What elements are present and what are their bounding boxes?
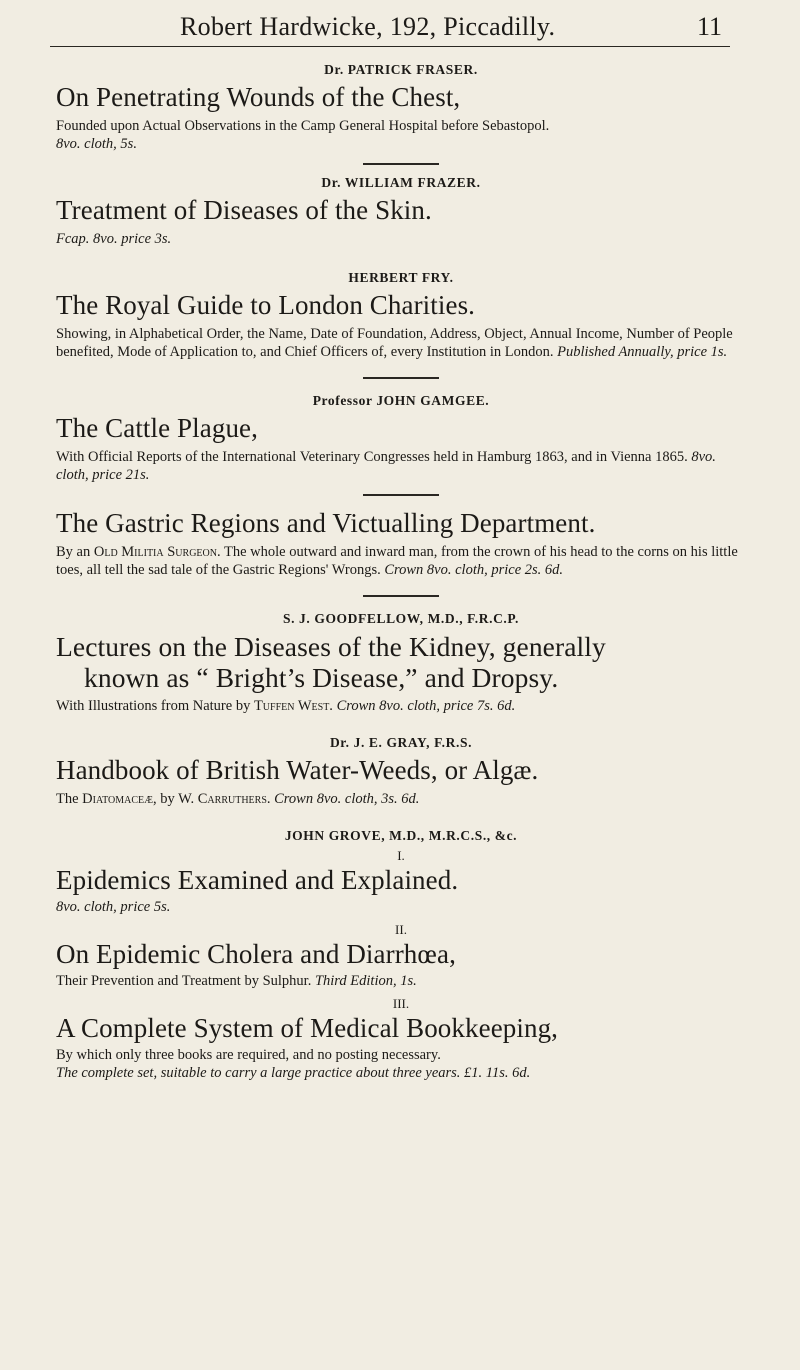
entry-desc-prefix: With Illustrations from Nature by bbox=[56, 698, 251, 714]
catalogue-entry bbox=[56, 828, 746, 1082]
entry-description bbox=[56, 117, 746, 153]
section-rule bbox=[363, 595, 439, 597]
entry-title: The Cattle Plague, bbox=[56, 413, 258, 443]
entry-desc-mid: by W. bbox=[160, 791, 195, 807]
entry-desc-prefix: The bbox=[56, 791, 79, 807]
entry-desc-text: With Official Reports of the International Veterinary Congresses held in Hamburg 1863, and in Vienna 1865. bbox=[56, 449, 688, 465]
item-number: III. bbox=[392, 996, 410, 1011]
entry-desc-prefix: By an bbox=[56, 544, 91, 560]
catalogue-entry bbox=[56, 270, 746, 361]
entry-title: A Complete System of Medical Bookkeeping, bbox=[56, 1013, 559, 1043]
entry-subject-smallcaps: Diatomaceæ, bbox=[82, 791, 157, 807]
section-rule bbox=[363, 377, 439, 379]
entry-desc-text: Founded upon Actual Observations in the Camp General Hospital before Sebastopol. bbox=[56, 118, 550, 134]
entry-author: Dr. PATRICK FRASER. bbox=[324, 62, 478, 77]
entry-author: Dr. J. E. GRAY, F.R.S. bbox=[329, 735, 473, 750]
entry-title: The Royal Guide to London Charities. bbox=[56, 290, 476, 320]
section-rule bbox=[363, 163, 439, 165]
page-number: 11 bbox=[696, 12, 722, 41]
entry-price: Crown 8vo. cloth, price 2s. 6d. bbox=[384, 562, 564, 578]
catalogue-list bbox=[56, 60, 746, 1082]
catalogue-entry bbox=[56, 62, 746, 153]
entry-price: Third Edition, 1s. bbox=[314, 973, 417, 989]
entry-desc-text: Their Prevention and Treatment by Sulphur. bbox=[56, 973, 312, 989]
entry-title bbox=[56, 631, 746, 693]
catalogue-entry bbox=[56, 508, 746, 579]
entry-description bbox=[56, 898, 746, 916]
entry-desc-text: By which only three books are required, and no posting necessary. bbox=[56, 1047, 441, 1063]
entry-price: 8vo. cloth, 5s. bbox=[56, 136, 137, 152]
entry-author: Professor JOHN GAMGEE. bbox=[312, 393, 490, 408]
entry-title: Epidemics Examined and Explained. bbox=[56, 865, 459, 895]
entry-author: JOHN GROVE, M.D., M.R.C.S., &c. bbox=[284, 828, 518, 843]
entry-description bbox=[56, 448, 746, 484]
running-head bbox=[50, 6, 730, 47]
entry-title-line1: Lectures on the Diseases of the Kidney, generally bbox=[56, 631, 606, 662]
item-number: I. bbox=[397, 848, 405, 863]
entry-price: Crown 8vo. cloth, 3s. 6d. bbox=[274, 791, 420, 807]
entry-price: 8vo. cloth, price 5s. bbox=[56, 899, 171, 915]
entry-title: On Epidemic Cholera and Diarrhœa, bbox=[56, 939, 456, 969]
entry-description bbox=[56, 1046, 746, 1082]
catalogue-entry bbox=[56, 393, 746, 484]
entry-description bbox=[56, 972, 746, 990]
entry-author: Dr. WILLIAM FRAZER. bbox=[321, 175, 481, 190]
catalogue-entry bbox=[56, 175, 746, 248]
running-head-title: Robert Hardwicke, 192, Piccadilly. bbox=[180, 12, 556, 41]
entry-description bbox=[56, 790, 746, 808]
entry-author: HERBERT FRY. bbox=[348, 270, 454, 285]
catalogue-entry bbox=[56, 735, 746, 808]
item-number: II. bbox=[395, 922, 407, 937]
catalogue-entry bbox=[56, 611, 746, 715]
entry-description bbox=[56, 230, 746, 248]
entry-title: Handbook of British Water-Weeds, or Algæ. bbox=[56, 755, 539, 785]
entry-price: The complete set, suitable to carry a large practice about three years. £1. 11s. 6d. bbox=[56, 1065, 531, 1081]
entry-price: Published Annually, price 1s. bbox=[557, 344, 728, 360]
entry-description bbox=[56, 697, 746, 715]
entry-title: Treatment of Diseases of the Skin. bbox=[56, 195, 432, 225]
entry-title-line2: known as “ Bright’s Disease,” and Dropsy. bbox=[84, 662, 559, 693]
entry-illustrator: Tuffen West. bbox=[253, 698, 333, 714]
entry-price: Crown 8vo. cloth, price 7s. 6d. bbox=[336, 698, 516, 714]
entry-price: 8vo. cloth, price 21s. bbox=[56, 449, 716, 483]
entry-description bbox=[56, 325, 746, 361]
entry-desc-text: Showing, in Alphabetical Order, the Name, Date of Foundation, Address, Object, Annual Income, Number of People benefited, Mode of Application to, and Chief Officers of, every Institution in London. bbox=[56, 326, 733, 360]
entry-description bbox=[56, 543, 746, 579]
section-rule bbox=[363, 494, 439, 496]
entry-price: Fcap. 8vo. price 3s. bbox=[56, 231, 172, 247]
entry-title: On Penetrating Wounds of the Chest, bbox=[56, 82, 461, 112]
entry-author-smallcaps: Old Militia Surgeon. bbox=[93, 544, 221, 560]
entry-author: S. J. GOODFELLOW, M.D., F.R.C.P. bbox=[283, 611, 519, 626]
entry-author-smallcaps: Carruthers. bbox=[197, 791, 271, 807]
entry-desc-text: The whole outward and inward man, from the crown of his head to the corns on his little toes, all tell the sad tale of the Gastric Regions' Wrongs. bbox=[56, 544, 738, 578]
entry-title: The Gastric Regions and Victualling Department. bbox=[56, 508, 596, 538]
